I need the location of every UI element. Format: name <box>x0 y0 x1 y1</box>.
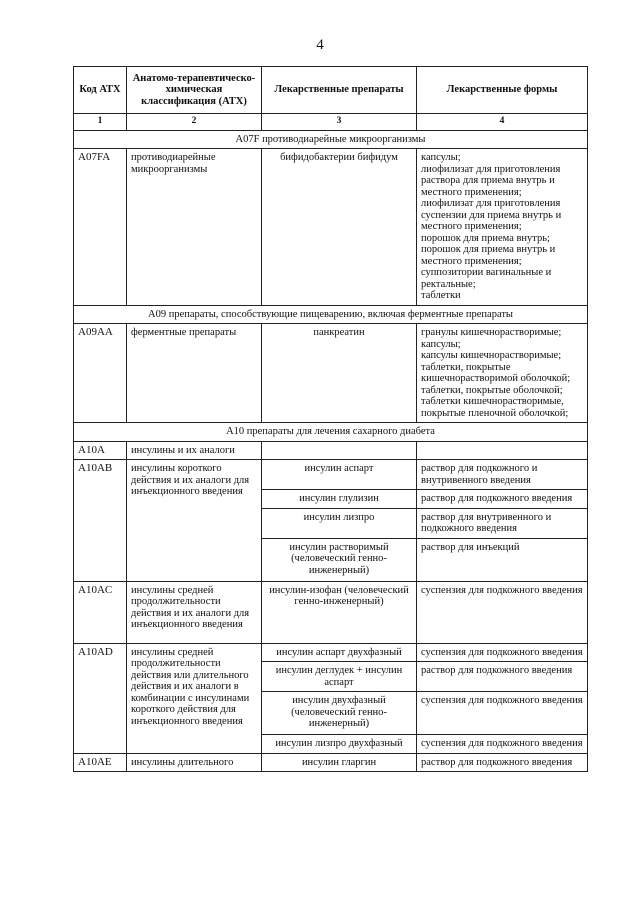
dosage-form: суспензия для подкожного введения <box>417 692 588 735</box>
section-title-a07f: A07F противодиарейные микроорганизмы <box>74 130 588 149</box>
column-number: 2 <box>127 114 262 131</box>
header-classification: Анатомо-терапевтическо-химическая классификация (АТХ) <box>127 67 262 114</box>
drug-name: инсулин растворимый (человеческий генно-инженерный) <box>262 538 417 581</box>
section-row <box>74 130 588 149</box>
column-number: 4 <box>417 114 588 131</box>
drug-name: инсулин-изофан (человеческий генно-инженерный) <box>262 581 417 643</box>
drug-name: инсулин аспарт <box>262 460 417 490</box>
dosage-form: раствор для инъекций <box>417 538 588 581</box>
dosage-form: раствор для подкожного и внутривенного введения <box>417 460 588 490</box>
drug-name: инсулин гларгин <box>262 753 417 772</box>
section-title-a09: A09 препараты, способствующие пищеварению, включая ферментные препараты <box>74 305 588 324</box>
dosage-form: таблетки, покрытые оболочкой; <box>421 384 563 396</box>
atx-code: A10AD <box>74 643 127 753</box>
table-row <box>74 643 588 662</box>
dosage-form: раствор для внутривенного и подкожного введения <box>417 508 588 538</box>
table-row <box>74 753 588 772</box>
dosage-form: лиофилизат для приготовления раствора для приема внутрь и местного применения; <box>421 163 561 198</box>
drug-name: инсулин лизпро двухфазный <box>262 735 417 754</box>
table-row <box>74 324 588 423</box>
dosage-form: суспензия для подкожного введения <box>417 735 588 754</box>
dosage-form: капсулы кишечнорастворимые; <box>421 350 562 361</box>
column-number: 1 <box>74 114 127 131</box>
atx-classification: инсулины длительного <box>127 753 262 772</box>
dosage-forms <box>417 441 588 460</box>
drug-name: инсулин аспарт двухфазный <box>262 643 417 662</box>
drug-name: инсулин глулизин <box>262 490 417 509</box>
section-title-a10: A10 препараты для лечения сахарного диабета <box>74 423 588 442</box>
dosage-form: порошок для приема внутрь; <box>421 232 550 244</box>
column-number: 3 <box>262 114 417 131</box>
atx-classification: инсулины короткого действия и их аналоги для инъекционного введения <box>127 460 262 582</box>
dosage-form: суспензия для подкожного введения <box>417 581 588 643</box>
dosage-form: раствор для подкожного введения <box>417 490 588 509</box>
dosage-form: таблетки <box>421 290 461 301</box>
drug-name: инсулин деглудек + инсулин аспарт <box>262 662 417 692</box>
atx-code: A10AE <box>74 753 127 772</box>
table-row <box>74 581 588 643</box>
atx-code: A10AB <box>74 460 127 582</box>
dosage-form: раствор для подкожного введения <box>417 753 588 772</box>
dosage-form: суспензия для подкожного введения <box>417 643 588 662</box>
dosage-form: лиофилизат для приготовления суспензии для приема внутрь и местного применения; <box>421 198 562 232</box>
dosage-form: порошок для приема внутрь и местного применения; <box>421 244 556 267</box>
atx-code: A07FA <box>74 149 127 306</box>
atx-code: A09AA <box>74 324 127 423</box>
table-row <box>74 441 588 460</box>
drug-name <box>262 441 417 460</box>
atx-classification: инсулины и их аналоги <box>127 441 262 460</box>
table-row <box>74 149 588 306</box>
drug-name: инсулин двухфазный (человеческий генно-инженерный) <box>262 692 417 735</box>
atx-code: A10AC <box>74 581 127 643</box>
drug-name: инсулин лизпро <box>262 508 417 538</box>
atx-classification: инсулины средней продолжительности действия или длительного действия и их аналоги в комбинации с инсулинами короткого действия для инъекционного введения <box>127 643 262 753</box>
dosage-forms <box>417 324 588 423</box>
atx-code: A10A <box>74 441 127 460</box>
dosage-forms <box>417 149 588 306</box>
dosage-form: таблетки кишечнорастворимые, покрытые пленочной оболочкой; <box>421 396 569 419</box>
dosage-form: капсулы; <box>421 338 461 350</box>
header-code: Код АТХ <box>74 67 127 114</box>
atx-classification: инсулины средней продолжительности действия и их аналоги для инъекционного введения <box>127 581 262 643</box>
dosage-form: суппозитории вагинальные и ректальные; <box>421 267 552 290</box>
dosage-form: гранулы кишечнорастворимые; <box>421 327 562 338</box>
page-number: 4 <box>316 37 324 53</box>
header-forms: Лекарственные формы <box>417 67 588 114</box>
dosage-form: раствор для подкожного введения <box>417 662 588 692</box>
atx-table <box>73 66 588 772</box>
atx-classification: ферментные препараты <box>127 324 262 423</box>
drug-name: бифидобактерии бифидум <box>262 149 417 306</box>
table-row <box>74 460 588 490</box>
drug-name: панкреатин <box>262 324 417 423</box>
atx-classification: противодиарейные микроорганизмы <box>127 149 262 306</box>
header-drugs: Лекарственные препараты <box>262 67 417 114</box>
section-row <box>74 423 588 442</box>
column-number-row <box>74 114 588 131</box>
header-row <box>74 67 588 114</box>
dosage-form: капсулы; <box>421 152 461 163</box>
dosage-form: таблетки, покрытые кишечнорастворимой оболочкой; <box>421 361 571 384</box>
section-row <box>74 305 588 324</box>
